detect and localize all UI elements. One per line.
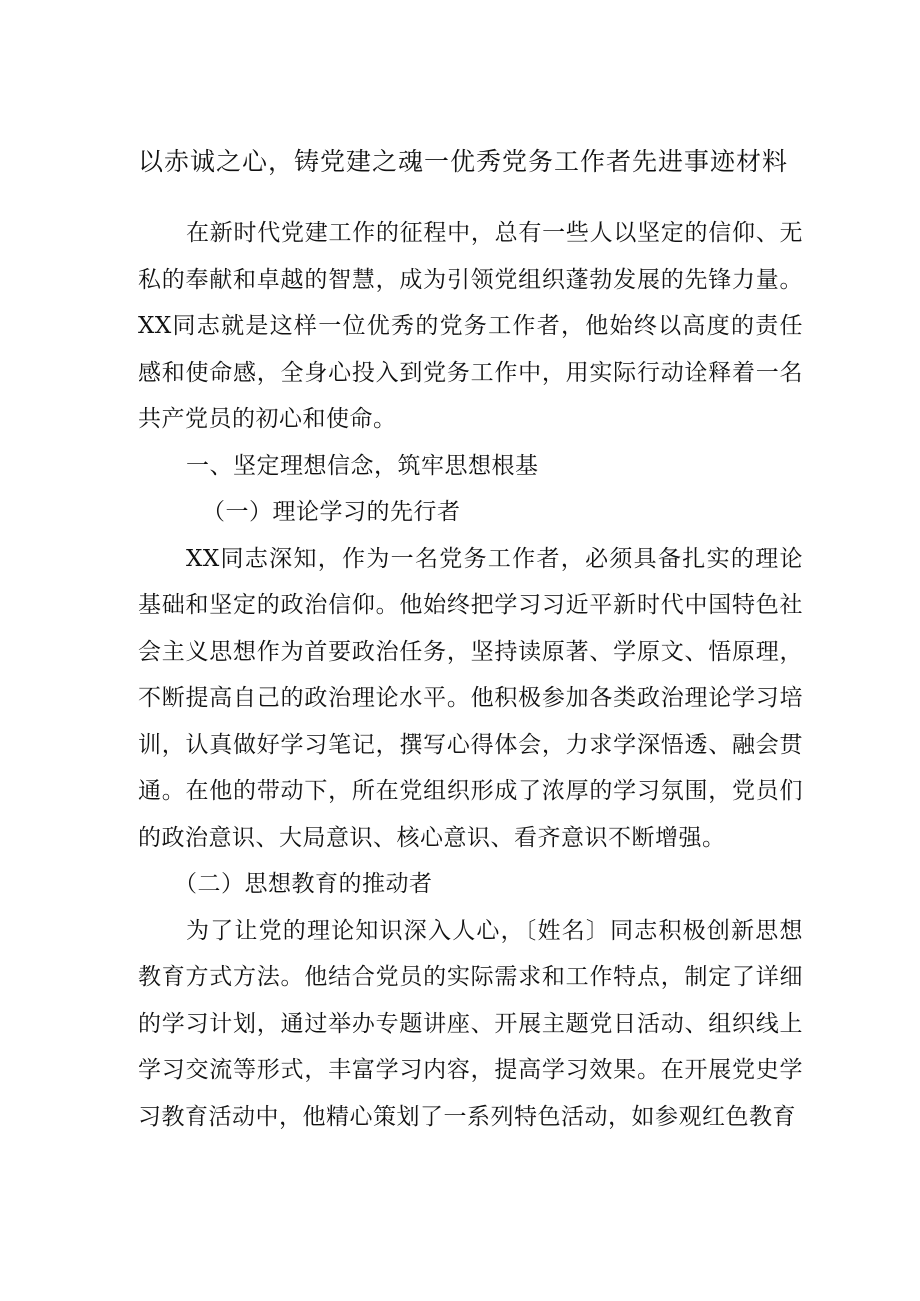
subsection-2-heading: （二）思想教育的推动者 <box>174 871 433 897</box>
document-page <box>138 140 803 1140</box>
subsection-2-paragraph: 为了让党的理论知识深入人心，〔姓名〕同志积极创新思想教育方式方法。他结合党员的实际需求和工作特点，制定了详细的学习计划，通过举办专题讲座、开展主题党日活动、组织线上学习交流等形式，丰富学习内容，提高学习效果。在开展党史学习教育活动中，他精心策划了一系列特色活动，如参观红色教育 <box>138 917 803 1130</box>
intro-paragraph: 在新时代党建工作的征程中，总有一些人以坚定的信仰、无私的奉献和卓越的智慧，成为引领党组织蓬勃发展的先锋力量。XX同志就是这样一位优秀的党务工作者，他始终以高度的责任感和使命感，全身心投入到党务工作中，用实际行动诠释着一名共产党员的初心和使命。 <box>138 220 803 432</box>
section-1-heading: 一、坚定理想信念，筑牢思想根基 <box>186 452 539 479</box>
subsection-1-heading: （一）理论学习的先行者 <box>202 499 461 525</box>
document-title: 以赤诚之心，铸党建之魂一优秀党务工作者先进事迹材料 <box>138 147 789 176</box>
subsection-1-paragraph: XX同志深知，作为一名党务工作者，必须具备扎实的理论基础和坚定的政治信仰。他始终把学习习近平新时代中国特色社会主义思想作为首要政治任务，坚持读原著、学原文、悟原理，不断提高自己的政治理论水平。他积极参加各类政治理论学习培训，认真做好学习笔记，撰写心得体会，力求学深悟透、融会贯通。在他的带动下，所在党组织形成了浓厚的学习氛围，党员们的政治意识、大局意识、核心意识、看齐意识不断增强。 <box>138 545 803 851</box>
